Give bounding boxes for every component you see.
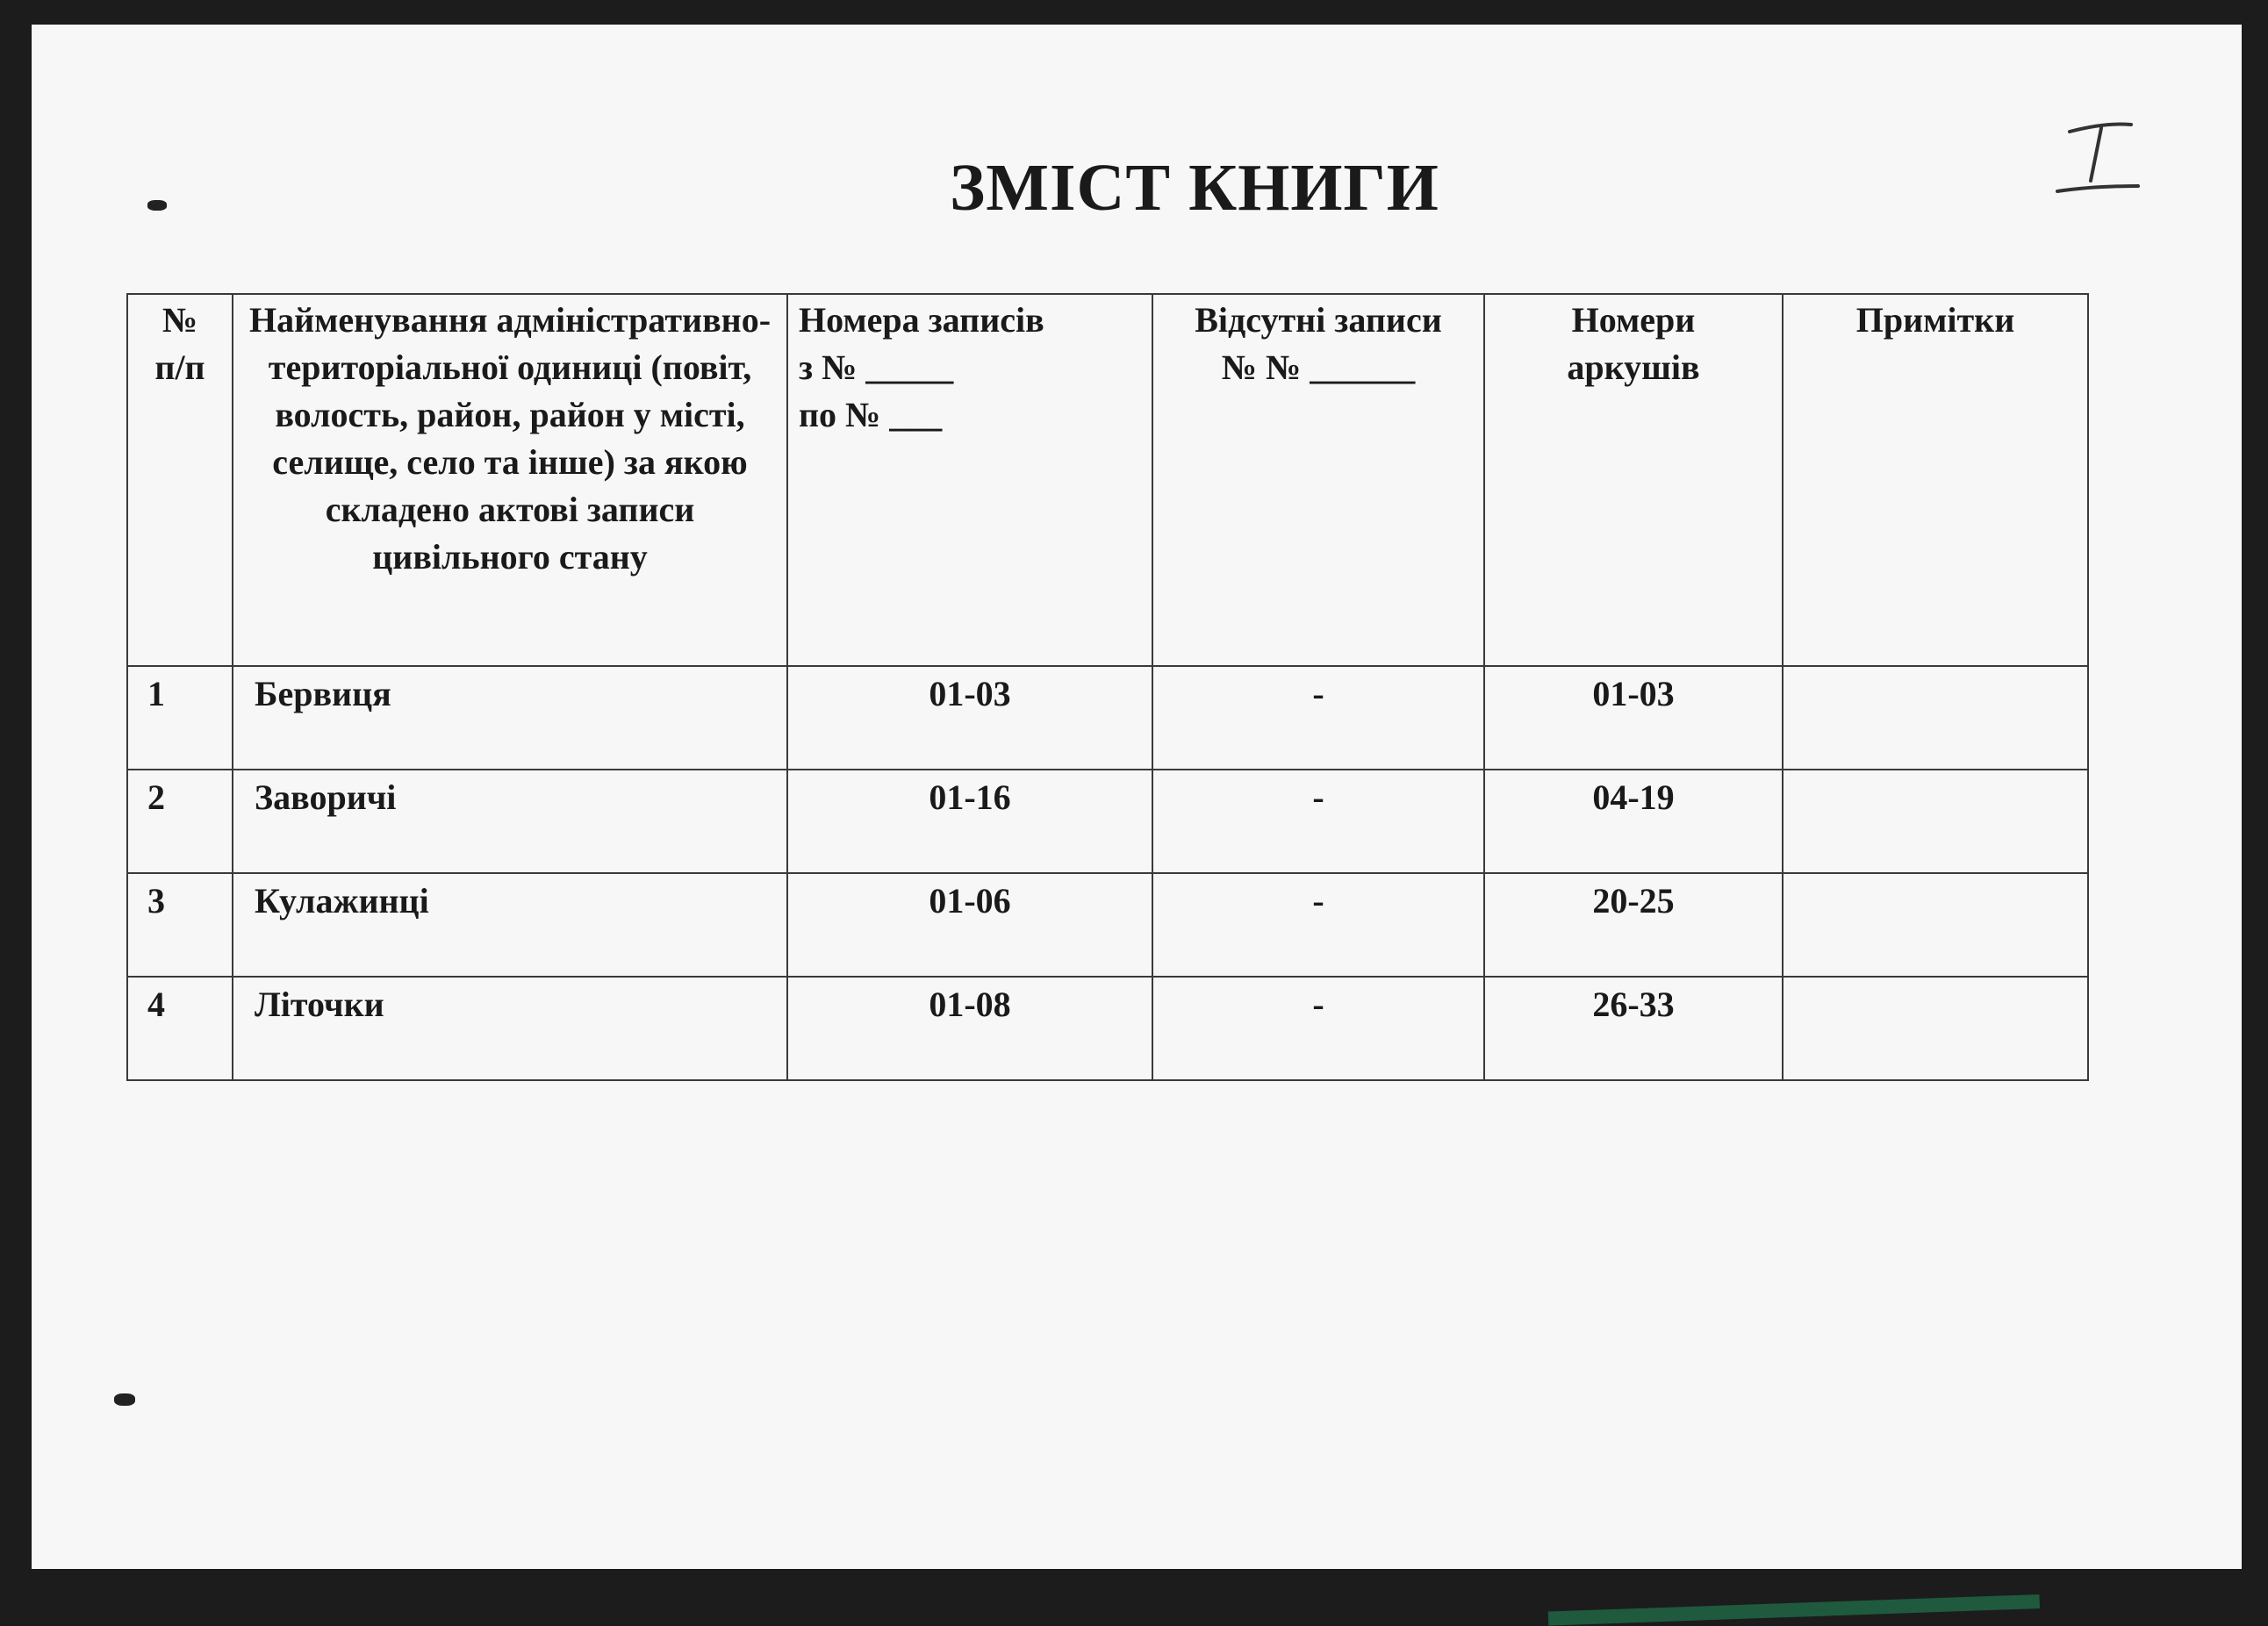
row-unit-name: Бервиця — [233, 666, 787, 770]
row-unit-name: Кулажинці — [233, 873, 787, 977]
row-number: 1 — [127, 666, 233, 770]
row-notes — [1783, 666, 2088, 770]
contents-table — [126, 293, 2089, 1081]
row-record-numbers: 01-06 — [787, 873, 1152, 977]
row-notes — [1783, 770, 2088, 873]
document-title: ЗМІСТ КНИГИ — [32, 154, 2268, 221]
row-number: 2 — [127, 770, 233, 873]
row-record-numbers: 01-03 — [787, 666, 1152, 770]
row-record-numbers: 01-08 — [787, 977, 1152, 1080]
handwritten-page-mark — [2050, 116, 2147, 204]
handwritten-roman-numeral-icon — [2050, 116, 2147, 204]
row-missing-records: - — [1152, 873, 1484, 977]
row-unit-name: Літочки — [233, 977, 787, 1080]
row-sheet-numbers: 01-03 — [1484, 666, 1783, 770]
table-row — [127, 666, 2088, 770]
header-record-numbers: Номера записів з № _____ по № ___ — [787, 294, 1152, 666]
row-sheet-numbers: 04-19 — [1484, 770, 1783, 873]
row-sheet-numbers: 26-33 — [1484, 977, 1783, 1080]
row-unit-name: Заворичі — [233, 770, 787, 873]
row-missing-records: - — [1152, 977, 1484, 1080]
background-stripe — [1548, 1594, 2040, 1626]
row-record-numbers: 01-16 — [787, 770, 1152, 873]
table-row — [127, 873, 2088, 977]
header-unit-name: Найменування адміністративно-територіальної одиниці (повіт, волость, район, район у місті, селище, село та інше) за якою складено актові записи цивільного стану — [233, 294, 787, 666]
header-number: № п/п — [127, 294, 233, 666]
row-number: 3 — [127, 873, 233, 977]
row-sheet-numbers: 20-25 — [1484, 873, 1783, 977]
header-notes: Примітки — [1783, 294, 2088, 666]
row-number: 4 — [127, 977, 233, 1080]
table-row — [127, 770, 2088, 873]
row-notes — [1783, 977, 2088, 1080]
row-missing-records: - — [1152, 666, 1484, 770]
header-missing-records: Відсутні записи № № ______ — [1152, 294, 1484, 666]
header-sheet-numbers: Номери аркушів — [1484, 294, 1783, 666]
table-header-row — [127, 294, 2088, 666]
paper-speck — [114, 1393, 135, 1406]
table-row — [127, 977, 2088, 1080]
row-notes — [1783, 873, 2088, 977]
row-missing-records: - — [1152, 770, 1484, 873]
paper-speck — [147, 200, 167, 211]
